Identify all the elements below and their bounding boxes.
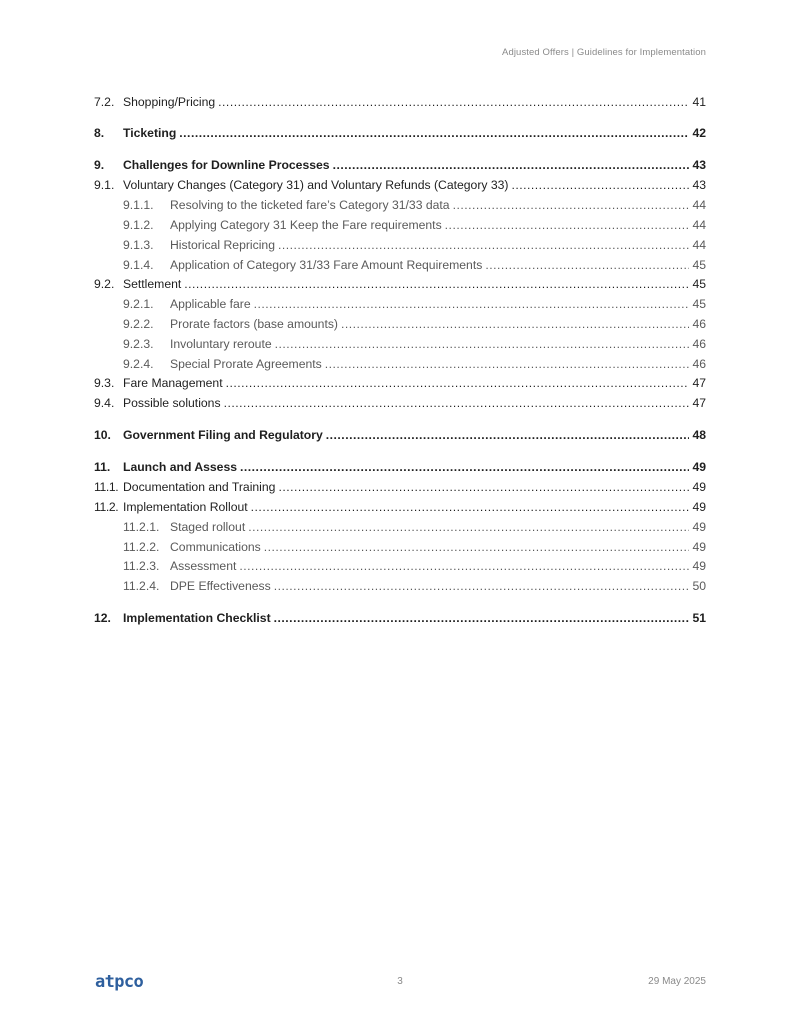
- toc-number: 9.1.1.: [123, 198, 154, 212]
- toc-page: 51: [692, 611, 706, 625]
- toc-leader: [239, 559, 689, 573]
- toc-leader: [218, 95, 689, 109]
- toc-entry-9-1-3[interactable]: [94, 235, 706, 255]
- toc-entry-9-1-1[interactable]: [94, 195, 706, 215]
- toc-title: Implementation Checklist: [123, 611, 271, 625]
- toc-number: 9.1.2.: [123, 218, 154, 232]
- toc-page: 45: [692, 258, 706, 272]
- toc-entry-9-1-4[interactable]: [94, 255, 706, 275]
- toc-leader: [275, 337, 690, 351]
- toc-page: 43: [692, 178, 706, 192]
- toc-leader: [184, 277, 689, 291]
- toc-number: 9.2.: [94, 277, 115, 291]
- logo-wordmark: atpco: [95, 972, 144, 992]
- toc-title: Settlement: [123, 277, 182, 291]
- toc-title: Application of Category 31/33 Fare Amount Requirements: [170, 258, 483, 272]
- toc-entry-10[interactable]: [94, 425, 706, 445]
- toc-page: 49: [692, 500, 706, 514]
- toc-leader: [274, 579, 690, 593]
- toc-entry-9-1[interactable]: [94, 175, 706, 195]
- toc-entry-11-2-1[interactable]: [94, 517, 706, 537]
- toc-entry-9-1-2[interactable]: [94, 215, 706, 235]
- toc-leader: [445, 218, 690, 232]
- toc-number: 9.3.: [94, 376, 115, 390]
- toc-number: 10.: [94, 428, 111, 442]
- toc-number: 12.: [94, 611, 111, 625]
- toc-title: Applicable fare: [170, 297, 251, 311]
- toc-page: 44: [692, 198, 706, 212]
- toc-title: Historical Repricing: [170, 238, 275, 252]
- toc-title: Assessment: [170, 559, 237, 573]
- toc-page: 47: [692, 376, 706, 390]
- toc-number: 9.1.4.: [123, 258, 154, 272]
- toc-title: Challenges for Downline Processes: [123, 158, 330, 172]
- toc-entry-9-2[interactable]: [94, 274, 706, 294]
- toc-title: Shopping/Pricing: [123, 95, 216, 109]
- toc-entry-11-2[interactable]: [94, 497, 706, 517]
- toc-leader: [226, 376, 690, 390]
- toc-number: 11.2.: [94, 500, 119, 514]
- toc-page: 42: [692, 126, 706, 140]
- toc-page: 46: [692, 357, 706, 371]
- toc-title: Documentation and Training: [123, 480, 276, 494]
- toc-number: 9.: [94, 158, 105, 172]
- toc-number: 9.4.: [94, 396, 115, 410]
- toc-title: Staged rollout: [170, 520, 246, 534]
- toc-number: 11.2.2.: [123, 540, 160, 554]
- toc-leader: [325, 357, 690, 371]
- toc-title: Possible solutions: [123, 396, 221, 410]
- toc-page: 44: [692, 218, 706, 232]
- toc-leader: [248, 520, 689, 534]
- toc-title: Ticketing: [123, 126, 177, 140]
- toc-page: 48: [692, 428, 706, 442]
- toc-page: 43: [692, 158, 706, 172]
- toc-title: Special Prorate Agreements: [170, 357, 322, 371]
- toc-title: Applying Category 31 Keep the Fare requirements: [170, 218, 442, 232]
- toc-page: 49: [692, 520, 706, 534]
- toc-page: 49: [692, 460, 706, 474]
- toc-number: 9.2.4.: [123, 357, 154, 371]
- toc-page: 46: [692, 337, 706, 351]
- toc-entry-11-2-4[interactable]: [94, 576, 706, 596]
- toc-leader: [274, 611, 690, 625]
- toc-number: 11.1.: [94, 480, 119, 494]
- toc-leader: [240, 460, 689, 474]
- page-header: Adjusted Offers | Guidelines for Implementation: [502, 47, 706, 58]
- toc-title: Communications: [170, 540, 261, 554]
- toc-title: Launch and Assess: [123, 460, 238, 474]
- toc-entry-9-4[interactable]: [94, 393, 706, 413]
- toc-entry-9-3[interactable]: [94, 373, 706, 393]
- toc-leader: [224, 396, 690, 410]
- toc-page: 49: [692, 540, 706, 554]
- footer-date: 29 May 2025: [648, 976, 706, 987]
- page-number: 3: [397, 976, 403, 987]
- toc-number: 11.2.1.: [123, 520, 160, 534]
- toc-number: 9.1.3.: [123, 238, 154, 252]
- toc-page: 45: [692, 277, 706, 291]
- toc-title: Voluntary Changes (Category 31) and Voluntary Refunds (Category 33): [123, 178, 509, 192]
- toc-entry-9-2-2[interactable]: [94, 314, 706, 334]
- toc-title: DPE Effectiveness: [170, 579, 271, 593]
- toc-leader: [511, 178, 689, 192]
- toc-page: 44: [692, 238, 706, 252]
- toc-entry-11-2-3[interactable]: [94, 556, 706, 576]
- toc-number: 9.1.: [94, 178, 115, 192]
- toc-number: 9.2.2.: [123, 317, 154, 331]
- toc-number: 9.2.1.: [123, 297, 154, 311]
- toc-entry-7-2[interactable]: [94, 92, 706, 112]
- toc-page: 47: [692, 396, 706, 410]
- toc-leader: [278, 480, 689, 494]
- toc-number: 11.2.3.: [123, 559, 160, 573]
- toc-leader: [254, 297, 690, 311]
- toc-leader: [453, 198, 690, 212]
- toc-entry-12[interactable]: [94, 608, 706, 628]
- toc-leader: [251, 500, 690, 514]
- toc-leader: [333, 158, 690, 172]
- toc-number: 11.: [94, 460, 111, 474]
- toc-title: Fare Management: [123, 376, 223, 390]
- toc-title: Resolving to the ticketed fare’s Category 31/33 data: [170, 198, 450, 212]
- toc-title: Prorate factors (base amounts): [170, 317, 338, 331]
- toc-number: 7.2.: [94, 95, 115, 109]
- toc-entry-9-2-1[interactable]: [94, 294, 706, 314]
- toc-page: 45: [692, 297, 706, 311]
- toc-page: 50: [692, 579, 706, 593]
- toc-entry-9-2-3[interactable]: [94, 334, 706, 354]
- toc-entry-9[interactable]: [94, 155, 706, 175]
- toc-entry-11-2-2[interactable]: [94, 537, 706, 557]
- toc-number: 11.2.4.: [123, 579, 160, 593]
- toc-leader: [485, 258, 689, 272]
- toc-page: 46: [692, 317, 706, 331]
- toc-page: 49: [692, 480, 706, 494]
- toc-title: Involuntary reroute: [170, 337, 272, 351]
- toc-leader: [264, 540, 690, 554]
- toc-page: 41: [692, 95, 706, 109]
- toc-title: Implementation Rollout: [123, 500, 248, 514]
- toc-leader: [341, 317, 689, 331]
- toc-entry-8[interactable]: [94, 123, 706, 143]
- toc-number: 9.2.3.: [123, 337, 154, 351]
- toc-title: Government Filing and Regulatory: [123, 428, 323, 442]
- toc-page: 49: [692, 559, 706, 573]
- toc-number: 8.: [94, 126, 105, 140]
- toc-entry-9-2-4[interactable]: [94, 354, 706, 374]
- toc-entry-11-1[interactable]: [94, 477, 706, 497]
- toc-leader: [278, 238, 689, 252]
- toc-leader: [326, 428, 690, 442]
- toc-leader: [179, 126, 689, 140]
- toc-entry-11[interactable]: [94, 457, 706, 477]
